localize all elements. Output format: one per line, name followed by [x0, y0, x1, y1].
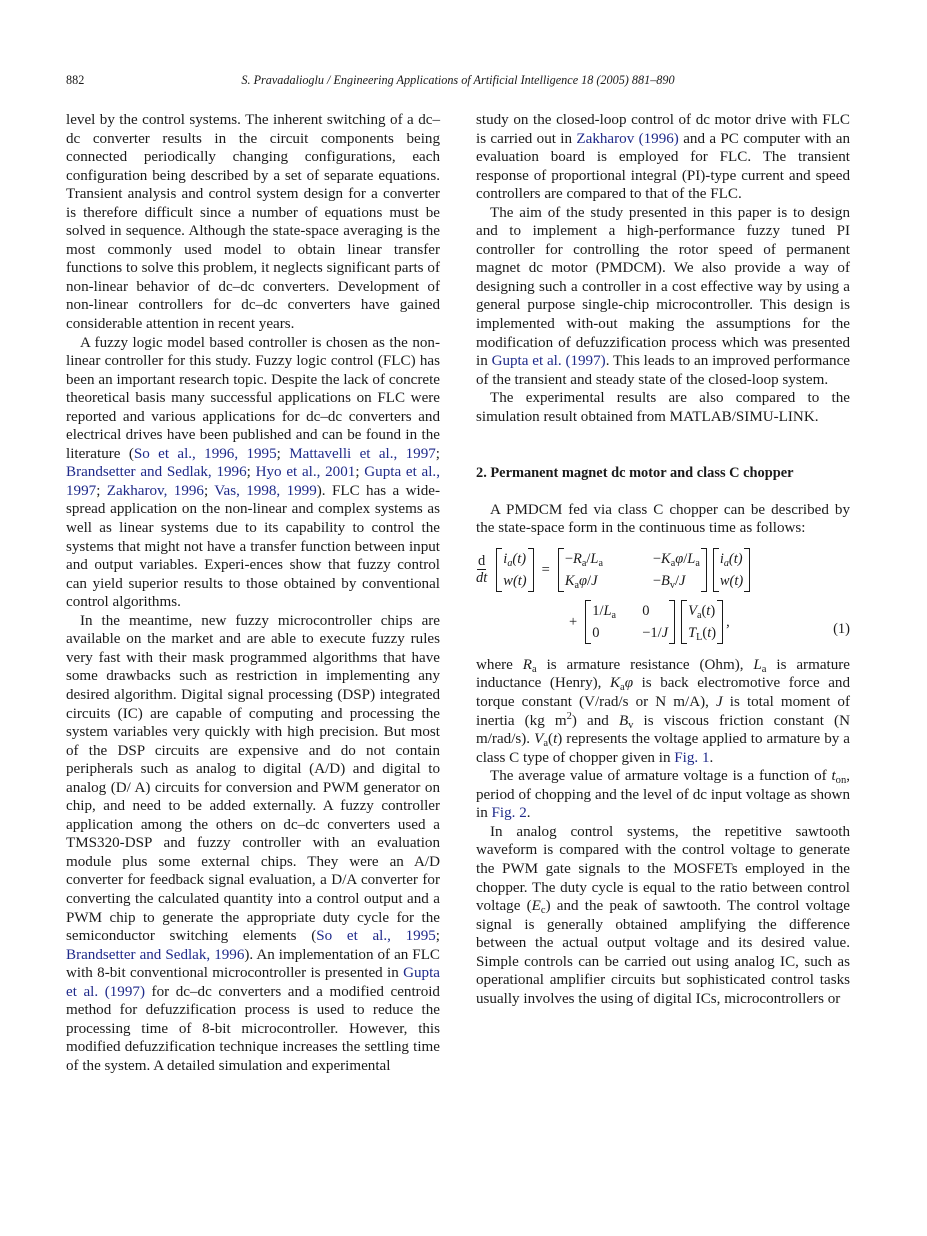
- right-column: [476, 111, 850, 1008]
- equation-line-2: + $1/L_a$ 0 0 −1/J $V_a(t)$ $T_L(t)$ ,: [564, 600, 730, 644]
- paragraph: The experimental results are also compared to the simulation result obtained from MATLAB/SIMU-LINK.: [476, 390, 850, 425]
- paragraph: [476, 204, 850, 389]
- citation-link[interactable]: Zakharov (1996): [576, 130, 679, 147]
- paragraph: A PMDCM fed via class C chopper can be described by the state-space form in the continuous time as follows:: [476, 501, 850, 537]
- equation-1: [476, 542, 850, 652]
- text: ). FLC has a wide-spread application on the non-linear and complex systems as well as linear systems due to its capability to control the systems that might not have a transfer function between input and output variables. Experi-ences show that fuzzy control can yield superior results to those obtained by conventional control algorithms.: [66, 482, 440, 611]
- citation-link[interactable]: Vas, 1998, 1999: [214, 482, 317, 499]
- text: A fuzzy logic model based controller is chosen as the non-linear controller for this study. Fuzzy logic control (FLC) has been an important research topic. Despite the lack of concrete theoretical basis many successful applications on FLC were reported and various applications for dc–dc converters and electrical drives have been published and can be found in the literature (: [66, 334, 440, 462]
- text: . This leads to an improved performance of the transient and steady state of the closed-loop system.: [476, 353, 850, 388]
- page-number: 882: [66, 73, 85, 87]
- left-column: [66, 111, 440, 1075]
- citation-link[interactable]: So et al., 1995: [316, 928, 436, 945]
- running-title: S. Pravadalioglu / Engineering Applications of Artificial Intelligence 18 (2005) 881–890: [241, 73, 675, 87]
- system-matrix-A: $-R_a/L_a$ $-K_a\varphi/L_a$ $K_a\varphi/J$ $-B_v/J$: [558, 548, 707, 592]
- state-vector: $i_a(t)$ w(t): [496, 548, 533, 592]
- citation-link[interactable]: Brandsetter and Sedlak, 1996: [66, 464, 247, 481]
- citation-link[interactable]: Brandsetter and Sedlak, 1996: [66, 946, 245, 963]
- section-heading: 2. Permanent magnet dc motor and class C chopper: [476, 465, 794, 482]
- citation-link[interactable]: Gupta et al., 1997: [66, 464, 440, 499]
- state-vector: $i_a(t)$ w(t): [713, 548, 750, 592]
- figure-link[interactable]: Fig. 2: [491, 805, 527, 822]
- paragraph: In the meantime, new fuzzy microcontroller chips are available on the market and are able to execute fuzzy rules very fast with their mask programmed algorithms that have some drawbacks such as restriction in implementing any desired algorithm. Digital signal processing (DSP) integrated circuits (IC) are capable of computing and processing the system variables very quickly with high precision. But most of the DSP circuits are expensive and do not contain peripherals such as analog to digital (A/D) and digital to analog (D/ A) circuits for conversion and PWM generator on chip, and need to be added externally. A fuzzy controller application among the others on dc–dc converters used a TMS320-DSP and fuzzy controller with an evaluation module plus some external chips. They were an A/D converter for feedback signal evaluation, a D/A converter for converting the calculated quantity into a control output and a PWM chip to generate the appropriate duty cycle for the semiconductor switching elements (So et al., 1995; Brandsetter and Sedlak, 1996). An implementation of an FLC with 8-bit conventional microcontroller is presented in Gupta et al. (1997) for dc–dc converters and a modified centroid method for defuzzification process is used to reduce the processing time of 8-bit microcontroller. However, this modified defuzzification technique increases the settling time of the system. A detailed simulation and experimental: [66, 612, 440, 1074]
- paragraph: where $R_a$ is armature resistance (Ohm), $L_a$ is armature inductance (Henry), $K_a\varphi$ is back electromotive force and torque constant (V/rad/s or N m/A), J is total moment of inertia (kg $m^2$) and $B_v$ is viscous friction constant (N m/rad/s). $V_a(t)$ represents the voltage applied to armature by a class C type of chopper given in Fig. 1.: [476, 656, 850, 766]
- text: The aim of the study presented in this paper is to design and to implement a high-performance fuzzy tuned PI controller for controlling the rotor speed of permanent magnet dc motor (PMDCM). We also provide a way of designing such a controller in a cost effective way by using a general purpose single-chip microcontroller. This design is implemented with-out making the assumptions for the modification of defuzzification process which was presented in: [476, 204, 850, 370]
- text: In the meantime, new fuzzy microcontroller chips are available on the market and are able to execute fuzzy rules very fast with their mask programmed algorithms that have some drawbacks such as restriction in implementing any desired algorithm. Digital signal processing (DSP) integrated circuits (IC) are capable of computing and processing the system variables very quickly with high precision. But most of the DSP circuits are expensive and do not contain peripherals such as analog to digital (A/D) and digital to analog (D/ A) circuits for conversion and PWM generator on chip, and need to be added externally. A fuzzy controller application among the others on dc–dc converters used a TMS320-DSP and fuzzy controller with an evaluation module plus some external chips. They were an A/D converter for feedback signal evaluation, a D/A converter for converting the calculated quantity into a control output and a PWM chip to generate the appropriate duty cycle for the semiconductor switching elements (: [66, 612, 440, 945]
- citation-link[interactable]: Zakharov, 1996: [106, 482, 204, 499]
- citation-link[interactable]: Hyo et al., 2001: [255, 464, 356, 481]
- derivative-operator: $\frac{d}{dt}$: [476, 553, 488, 587]
- paragraph: [476, 111, 850, 204]
- text: study on the closed-loop control of dc motor drive with FLC is carried out in: [476, 112, 850, 147]
- text: for dc–dc converters and a modified centroid method for defuzzification process is used to reduce the processing time of 8-bit microcontroller. However, this modified defuzzification technique increases the settling time of the system. A detailed simulation and experimental: [66, 983, 440, 1074]
- citation-link[interactable]: So et al., 1996, 1995: [133, 445, 277, 462]
- paragraph: A fuzzy logic model based controller is chosen as the non-linear controller for this study. Fuzzy logic control (FLC) has been an important research topic. Despite the lack of concrete theoretical basis many successful applications on FLC were reported and various applications for dc–dc converters and electrical drives have been published and can be found in the literature (So et al., 1996, 1995; Mattavelli et al., 1997; Brandsetter and Sedlak, 1996; Hyo et al., 2001; Gupta et al., 1997; Zakharov, 1996; Vas, 1998, 1999). FLC has a wide-spread application on the non-linear and complex systems as well as linear systems due to its capability to control the systems that might not have a transfer function between input and output variables. Experi-ences show that fuzzy control can yield superior results to those obtained by conventional control algorithms.: [66, 334, 440, 611]
- paragraph: In analog control systems, the repetitive sawtooth waveform is compared with the control voltage to generate the PWM gate signals to the MOSFETs employed in the chopper. The duty cycle is equal to the ratio between control voltage $(E_c)$ and the peak of sawtooth. The control voltage signal is generally obtained amplifying the difference between the actual output voltage and its desired value. Simple controls can be carried out using analog IC, such as operational amplifier circuits but sophisticated control tasks usually involves the using of digital ICs, microcontrollers or: [476, 823, 850, 1007]
- running-header: [66, 73, 850, 91]
- equation-line-1: $\frac{d}{dt}$ $i_a(t)$ w(t) = $-R_a/L_a$ $-K_a\varphi/L_a$ $K_a\varphi/J$ $-B_v/J$ $i_a(t)$ w(t): [476, 548, 753, 592]
- text: and a PC computer with an evaluation board is employed for FLC. The transient response of proportional integral (PI)-type current and speed controllers are compared to that of the FLC.: [476, 130, 850, 203]
- input-vector: $V_a(t)$ $T_L(t)$: [681, 600, 723, 644]
- citation-link[interactable]: Mattavelli et al., 1997: [289, 445, 436, 462]
- paragraph: The average value of armature voltage is a function of $t_{on}$, period of chopping and the level of dc input voltage as shown in Fig. 2.: [476, 768, 850, 822]
- paragraph: level by the control systems. The inherent switching of a dc–dc converter results in the circuit components being connected periodically changing configurations, each configuration being described by a set of separate equations. Transient analysis and control system design for a converter is therefore difficult since a number of equations must be solved in sequence. Although the state-space averaging is the most commonly used model to obtain linear transfer functions to solve this problem, it neglects significant parts of non-linear behavior of dc–dc converters. Development of non-linear controllers for dc–dc converters have gained considerable attention in recent years.: [66, 112, 440, 333]
- figure-link[interactable]: Fig. 1: [674, 749, 710, 766]
- citation-link[interactable]: Gupta et al. (1997): [491, 353, 606, 370]
- equation-number: (1): [833, 620, 850, 637]
- input-matrix-B: $1/L_a$ 0 0 −1/J: [585, 600, 675, 644]
- text: ). An implementation of an FLC with 8-bit conventional microcontroller is presented in: [66, 946, 440, 982]
- citation-link[interactable]: Gupta et al. (1997): [66, 965, 440, 1000]
